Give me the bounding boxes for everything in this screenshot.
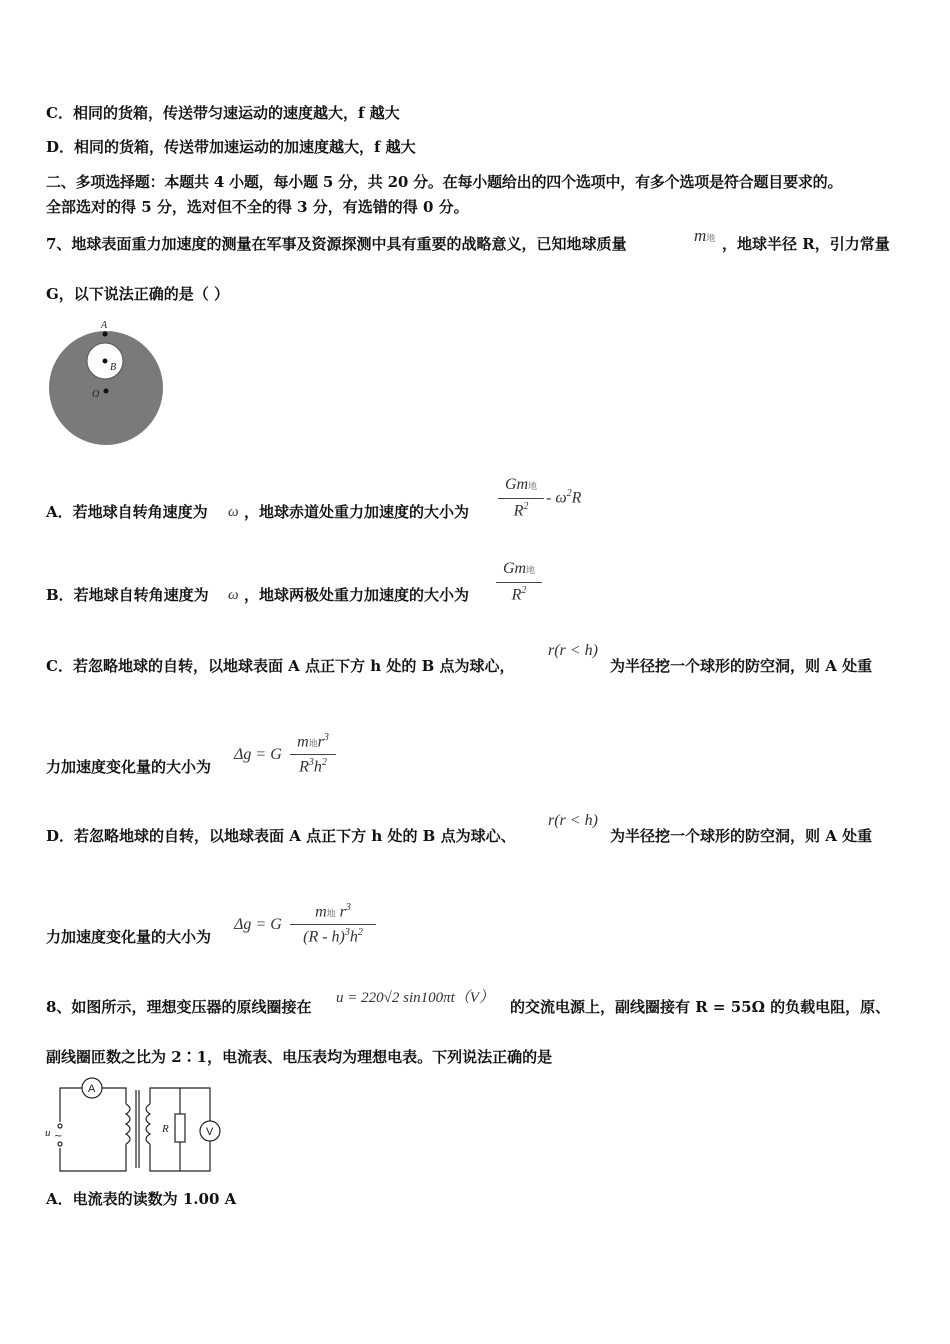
q7-option-c-part2: 为半径挖一个球形的防空洞，则 A 处重 (610, 657, 873, 675)
q7-option-d-radius: r(r < h) (548, 812, 598, 829)
q8-stem-part1: 8、如图所示，理想变压器的原线圈接在 (46, 998, 312, 1016)
option-6c: C．相同的货箱，传送带匀速运动的速度越大，f 越大 (46, 104, 400, 122)
point-a (103, 332, 108, 337)
ammeter-label: A (88, 1083, 96, 1095)
q7-option-a-part2: ，地球赤道处重力加速度的大小为 (244, 503, 470, 521)
q8-stem-part3: 副线圈匝数之比为 2∶1，电流表、电压表均为理想电表。下列说法正确的是 (46, 1048, 553, 1066)
label-a: A (101, 320, 108, 331)
q7-stem-part1: 7、地球表面重力加速度的测量在军事及资源探测中具有重要的战略意义，已知地球质量 (46, 235, 627, 253)
q7-stem-part2: ，地球半径 R，引力常量 (722, 235, 890, 253)
q8-option-a: A．电流表的读数为 1.00 A (46, 1190, 237, 1208)
transformer-circuit (40, 1076, 230, 1178)
source-tilde: ~ (54, 1131, 63, 1142)
q7-option-c-part1: C．若忽略地球的自转，以地球表面 A 点正下方 h 处的 B 点为球心， (46, 657, 515, 675)
q7-option-b-part2: ，地球两极处重力加速度的大小为 (244, 586, 470, 604)
label-o: O (92, 389, 100, 400)
label-b: B (110, 362, 117, 373)
section-2-header-line1: 二、多项选择题：本题共 4 小题，每小题 5 分，共 20 分。在每小题给出的四个选项中，有多个选项是符合题目要求的。 (46, 173, 843, 191)
q7-option-d-dg: Δg = G (234, 916, 282, 933)
q7-option-a-omega: ω (228, 504, 239, 520)
source-label: u (45, 1127, 51, 1139)
resistor-label: R (162, 1123, 169, 1135)
point-b (103, 359, 108, 364)
section-2-header-line2: 全部选对的得 5 分，选对但不全的得 3 分，有选错的得 0 分。 (46, 198, 469, 216)
q7-stem-part3: G，以下说法正确的是（ ） (46, 285, 230, 303)
q7-option-a-part1: A．若地球自转角速度为 (46, 503, 208, 521)
q7-option-c-fraction: m地$r^3$ $R^3h^2$ (290, 730, 336, 782)
q7-option-d-part3: 力加速度变化量的大小为 (46, 928, 212, 946)
q7-option-c-radius: r(r < h) (548, 642, 598, 659)
q8-voltage-formula: u = 220√2 sin100πt（V） (336, 990, 494, 1006)
q7-option-c-part3: 力加速度变化量的大小为 (46, 758, 212, 776)
voltmeter-label: V (206, 1126, 214, 1138)
q7-option-d-part1: D．若忽略地球的自转，以地球表面 A 点正下方 h 处的 B 点为球心、 (46, 827, 516, 845)
earth-figure (46, 314, 168, 452)
q7-option-c-dg: Δg = G (234, 746, 282, 763)
q8-stem-part2: 的交流电源上，副线圈接有 R = 55Ω 的负载电阻，原、 (510, 998, 891, 1016)
point-o (104, 389, 109, 394)
q7-mass-symbol: m地 (694, 226, 716, 245)
q7-option-d-fraction: m地 $r^3$ $(R - h)^3h^2$ (290, 900, 376, 952)
q7-option-b-part1: B．若地球自转角速度为 (46, 586, 209, 604)
q7-option-a-tail: - $\omega^2R$ (546, 488, 582, 507)
q7-option-b-omega: ω (228, 587, 239, 603)
q7-option-b-fraction: Gm地 $R^2$ (496, 558, 542, 610)
q7-option-d-part2: 为半径挖一个球形的防空洞，则 A 处重 (610, 827, 873, 845)
option-6d: D．相同的货箱，传送带加速运动的加速度越大，f 越大 (46, 138, 416, 156)
q7-option-a-fraction: Gm地 $R^2$ (498, 474, 544, 526)
resistor-box (175, 1114, 185, 1142)
